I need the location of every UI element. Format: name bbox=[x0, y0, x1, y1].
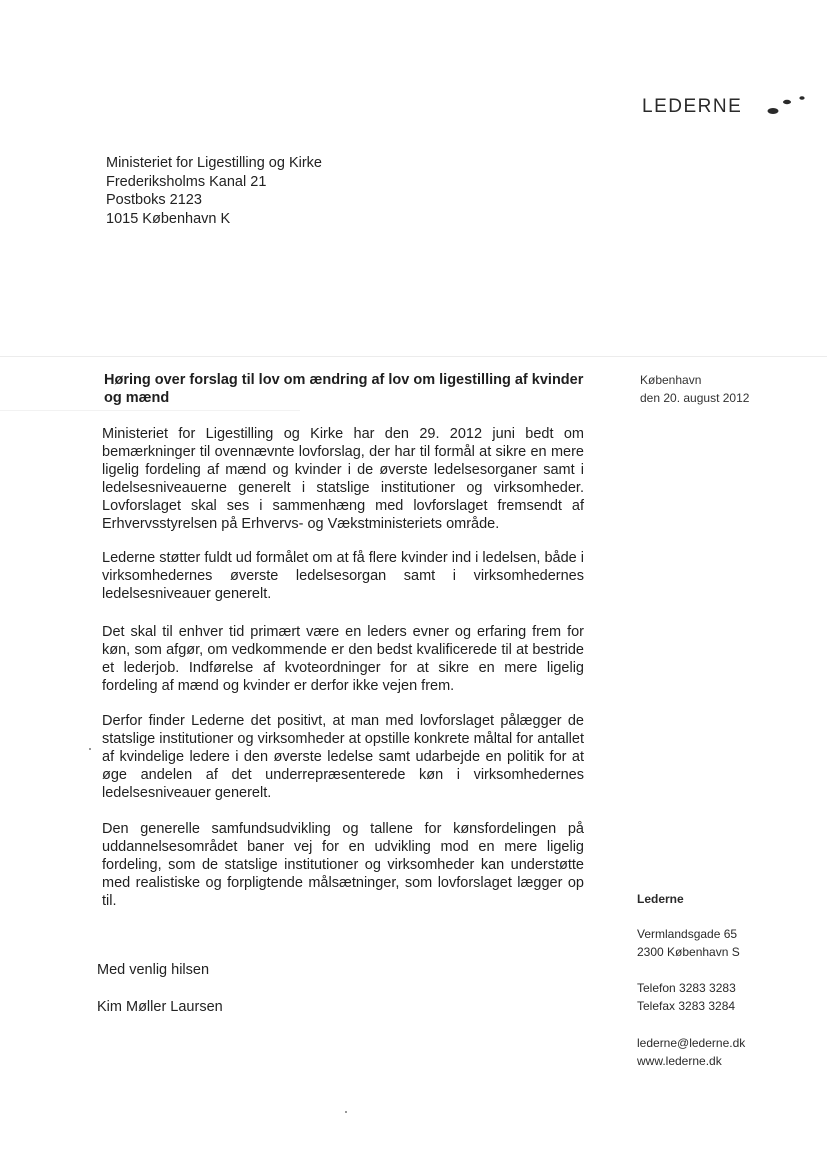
logo-dots-icon bbox=[764, 94, 812, 118]
date-city: København bbox=[640, 373, 702, 387]
scan-divider bbox=[0, 356, 827, 357]
body-paragraph: Ministeriet for Ligestilling og Kirke har den 29. 2012 juni bedt om bemærkninger til ovennævnte lovforslag, der har til formål at sikre en mere ligelig fordeling af mænd og kvinder i de øverste ledelsesorganer samt i ledelsesniveauerne generelt i statslige institutioner og virksomheder. Lovforslaget skal ses i sammenhæng med lovforslaget fremsendt af Erhvervsstyrelsen på Erhvervs- og Vækstministeriets område. bbox=[102, 426, 584, 532]
logo-wordmark: LEDERNE bbox=[642, 96, 743, 117]
recipient-line: Ministeriet for Ligestilling og Kirke bbox=[106, 155, 322, 171]
footer-phone: Telefon 3283 3283 bbox=[637, 981, 736, 995]
footer-org: Lederne bbox=[637, 892, 684, 906]
body-paragraph: Lederne støtter fuldt ud formålet om at få flere kvinder ind i ledelsen, både i virksomhedernes øverste ledelsesorgan samt i virksomhedernes ledelsesniveauer generelt. bbox=[102, 550, 584, 602]
footer-web: www.lederne.dk bbox=[637, 1054, 722, 1068]
footer-address bbox=[637, 925, 740, 961]
body-paragraph: Det skal til enhver tid primært være en leders evner og erfaring frem for køn, som afgør, om vedkommende er den bedst kvalificerede til at bestride et lederjob. Indførelse af kvoteordninger for at sikre en mere ligelig fordeling af mænd og kvinder er derfor ikke vejen frem. bbox=[102, 624, 584, 694]
recipient-line: Postboks 2123 bbox=[106, 192, 202, 208]
scan-speck bbox=[89, 748, 91, 750]
scan-divider bbox=[0, 410, 300, 411]
recipient-line: 1015 København K bbox=[106, 210, 231, 227]
date-line: den 20. august 2012 bbox=[640, 391, 750, 405]
footer-city: 2300 København S bbox=[637, 945, 740, 959]
footer-email: lederne@lederne.dk bbox=[637, 1036, 746, 1050]
signer-name: Kim Møller Laursen bbox=[97, 999, 223, 1015]
recipient-line: Frederiksholms Kanal 21 bbox=[106, 173, 267, 190]
footer-online bbox=[637, 1034, 745, 1070]
date-block bbox=[640, 371, 749, 407]
footer-fax: Telefax 3283 3284 bbox=[637, 999, 736, 1013]
footer-phones bbox=[637, 979, 736, 1015]
recipient-address bbox=[106, 154, 322, 228]
body-paragraph: Den generelle samfundsudvikling og tallene for kønsfordelingen på uddannelsesområdet baner vej for en udvikling mod en mere ligelig fordeling, som de statslige institutioner og virksomheder kan understøtte med realistiske og forpligtende målsætninger, som lovforslaget lægger op til. bbox=[102, 821, 584, 909]
subject-heading: Høring over forslag til lov om ændring af lov om ligestilling af kvinder og mænd bbox=[104, 372, 584, 406]
body-paragraph: Derfor finder Lederne det positivt, at man med lovforslaget pålægger de statslige institutioner og virksomheder at opstille konkrete måltal for antallet af kvindelige ledere i den øverste ledelse samt udarbejde en politik for at øge andelen af det underrepræsenterede køn i virksomhedernes ledelsesniveauer generelt. bbox=[102, 713, 584, 801]
closing-greeting: Med venlig hilsen bbox=[97, 962, 210, 978]
lederne-logo bbox=[642, 94, 812, 120]
footer-street: Vermlandsgade 65 bbox=[637, 927, 738, 941]
scan-speck bbox=[345, 1111, 347, 1113]
